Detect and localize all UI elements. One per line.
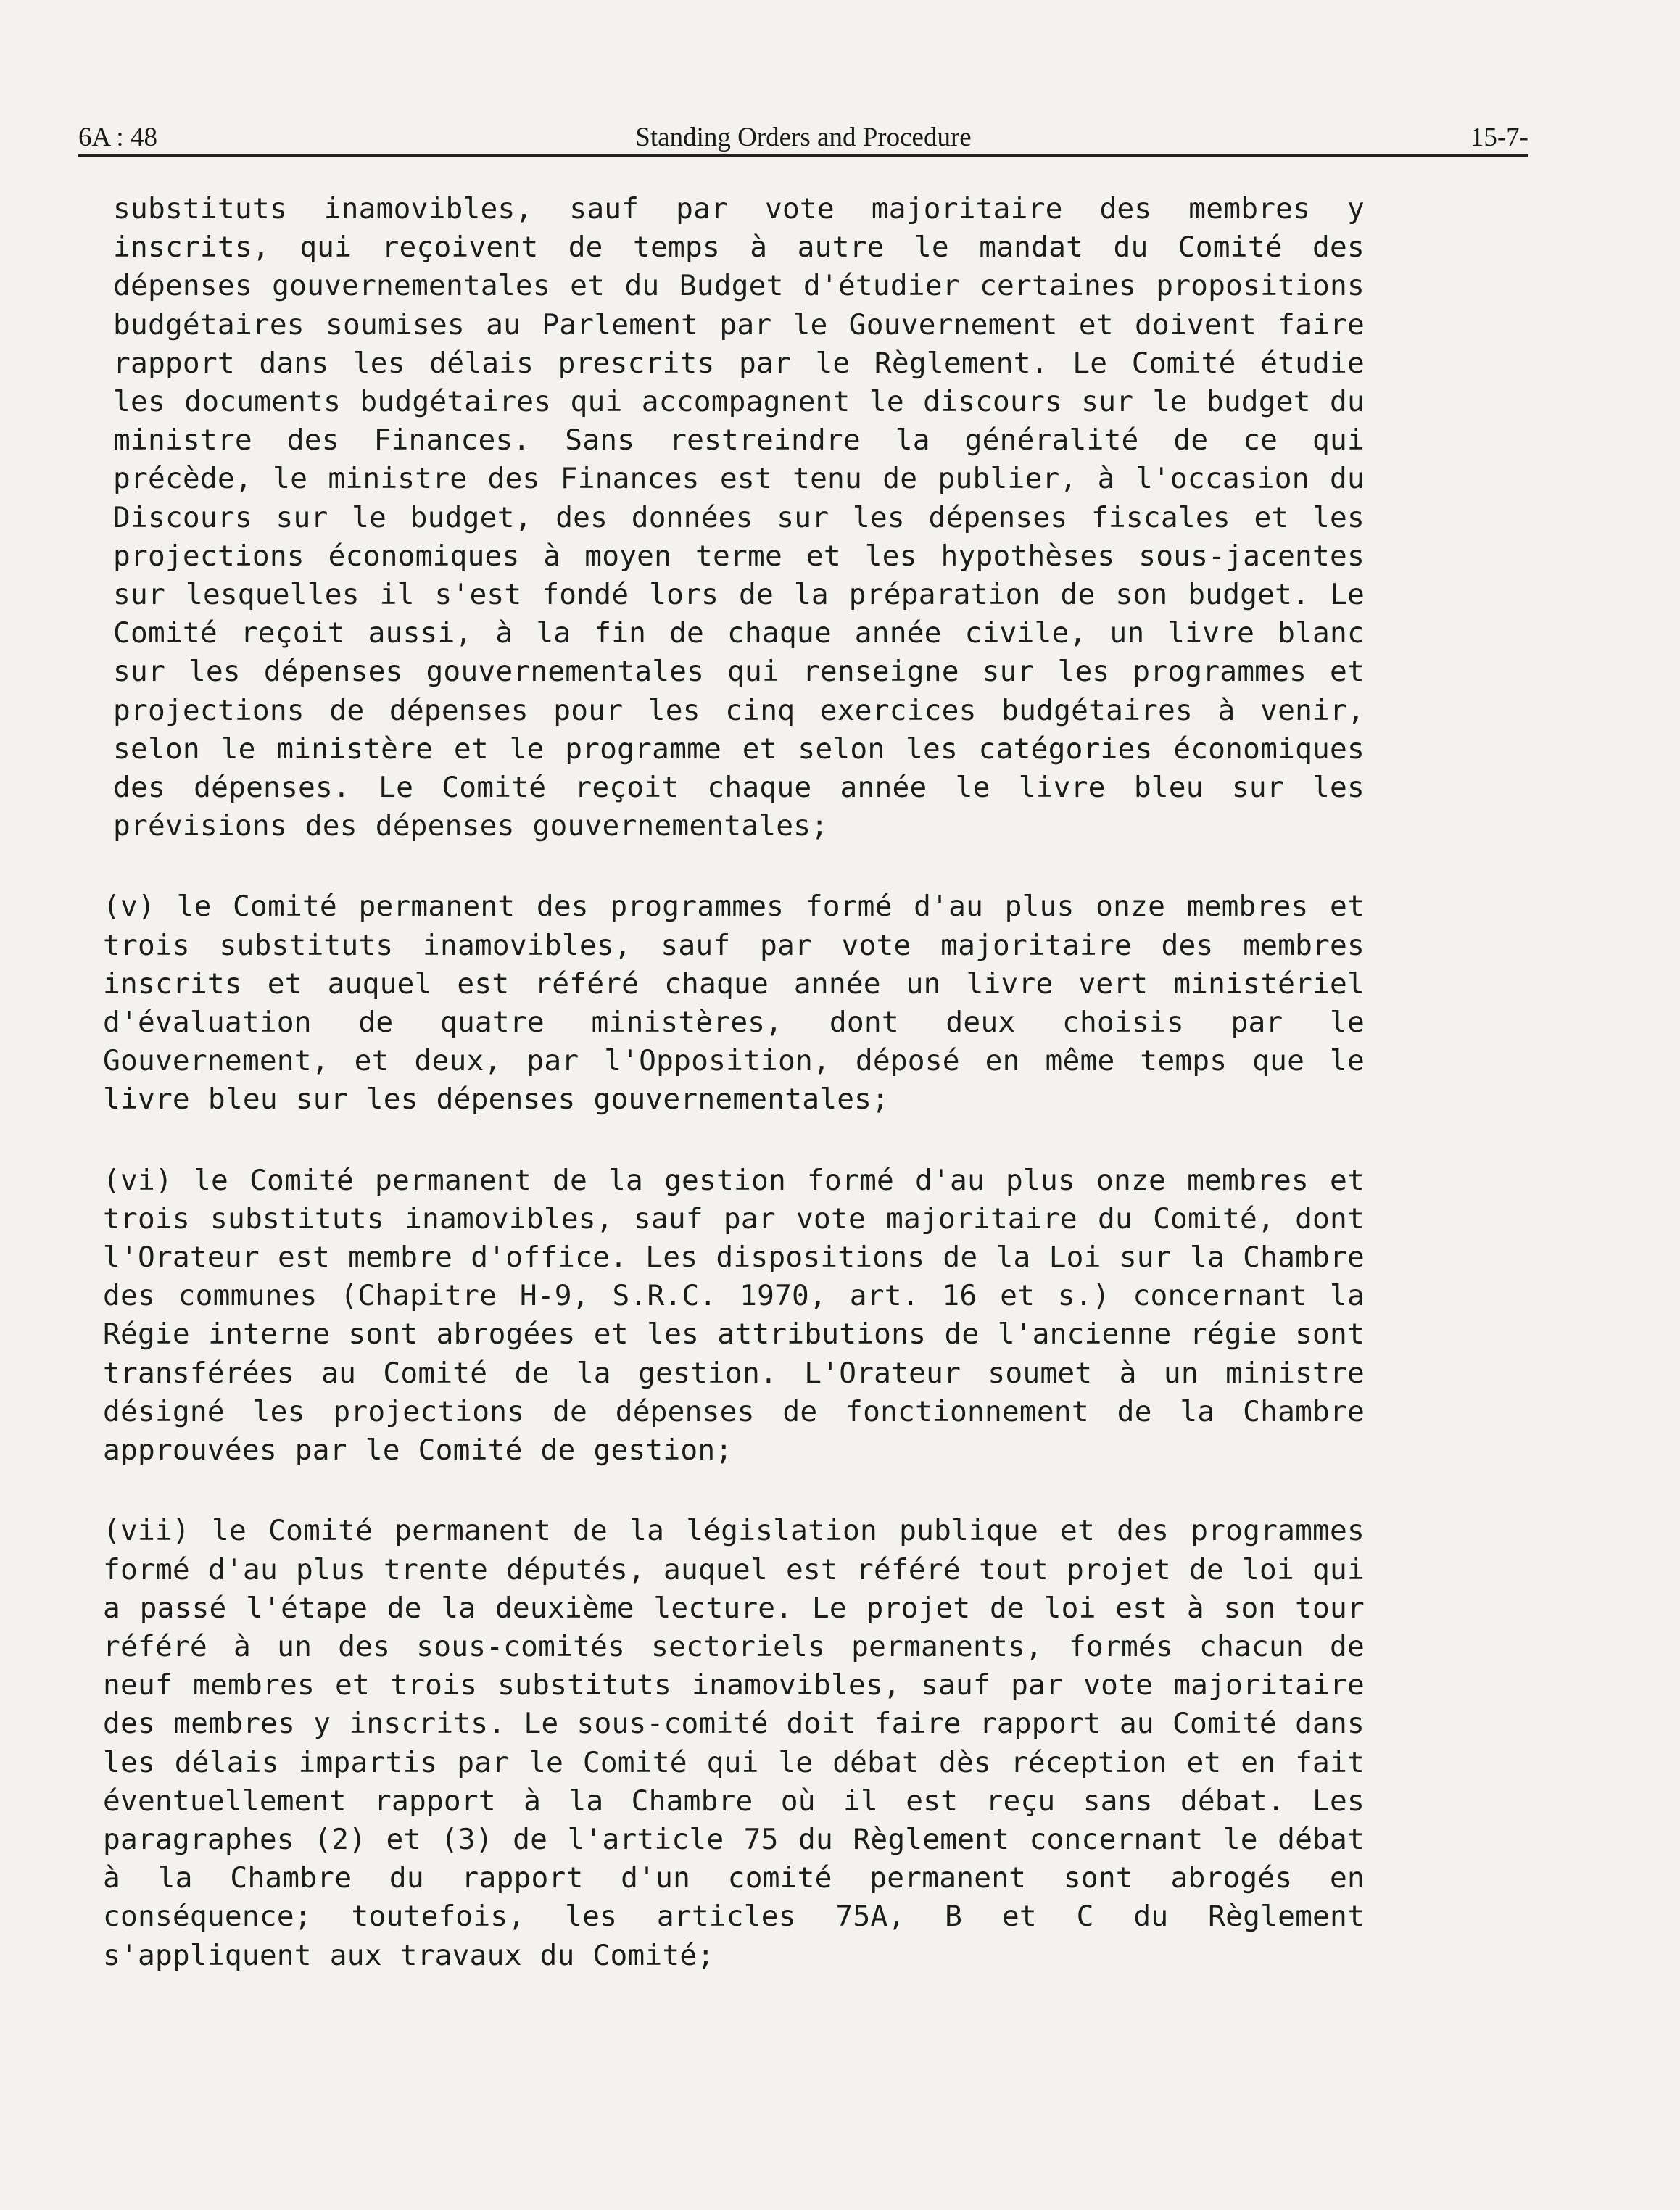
header-date: 15-7- <box>1470 123 1528 152</box>
paragraph-substituts: substituts inamovibles, sauf par vote majoritaire des membres y inscrits, qui reçoivent de temps à autre le mandat du Comité des dépenses gouvernementales et du Budget d'étudier certaines propositions budgétaires soumises au Parlement par le Gouvernement et doivent faire rapport dans les délais prescrits par le Règlement. Le Comité étudie les documents budgétaires qui accompagnent le discours sur le budget du ministre des Finances. Sans restreindre la généralité de ce qui précède, le ministre des Finances est tenu de publier, à l'occasion du Discours sur le budget, des données sur les dépenses fiscales et les projections économiques à moyen terme et les hypothèses sous-jacentes sur lesquelles il s'est fondé lors de la préparation de son budget. Le Comité reçoit aussi, à la fin de chaque année civile, un livre blanc sur les dépenses gouvernementales qui renseigne sur les programmes et projections de dépenses pour les cinq exercices budgétaires à venir, selon le ministère et le programme et selon les catégories économiques des dépenses. Le Comité reçoit chaque année le livre bleu sur les prévisions des dépenses gouvernementales; <box>113 192 1365 843</box>
paragraph-vii-legislation: (vii) le Comité permanent de la législation publique et des programmes formé d'au plus trente députés, auquel est référé tout projet de loi qui a passé l'étape de la deuxième lecture. Le projet de loi est à son tour référé à un des sous-comités sectoriels permanents, formés chacun de neuf membres et trois substituts inamovibles, sauf par vote majoritaire des membres y inscrits. Le sous-comité doit faire rapport au Comité dans les délais impartis par le Comité qui le débat dès réception et en fait éventuellement rapport à la Chambre où il est reçu sans débat. Les paragraphes (2) et (3) de l'article 75 du Règlement concernant le débat à la Chambre du rapport d'un comité permanent sont abrogés en conséquence; toutefois, les articles 75A, B et C du Règlement s'appliquent aux travaux du Comité; <box>103 1514 1365 1972</box>
page-body <box>103 190 1365 2017</box>
page-header <box>78 116 1528 157</box>
page-number: 6A : 48 <box>78 123 157 152</box>
header-rule <box>78 154 1528 157</box>
paragraph-vi-gestion: (vi) le Comité permanent de la gestion formé d'au plus onze membres et trois substituts inamovibles, sauf par vote majoritaire du Comité, dont l'Orateur est membre d'office. Les dispositions de la Loi sur la Chambre des communes (Chapitre H-9, S.R.C. 1970, art. 16 et s.) concernant la Régie interne sont abrogées et les attributions de l'ancienne régie sont transférées au Comité de la gestion. L'Orateur soumet à un ministre désigné les projections de dépenses de fonctionnement de la Chambre approuvées par le Comité de gestion; <box>103 1163 1365 1468</box>
paragraph-v-programmes: (v) le Comité permanent des programmes formé d'au plus onze membres et trois substituts inamovibles, sauf par vote majoritaire des membres inscrits et auquel est référé chaque année un livre vert ministériel d'évaluation de quatre ministères, dont deux choisis par le Gouvernement, et deux, par l'Opposition, déposé en même temps que le livre bleu sur les dépenses gouvernementales; <box>103 890 1365 1117</box>
running-title: Standing Orders and Procedure <box>635 123 972 152</box>
